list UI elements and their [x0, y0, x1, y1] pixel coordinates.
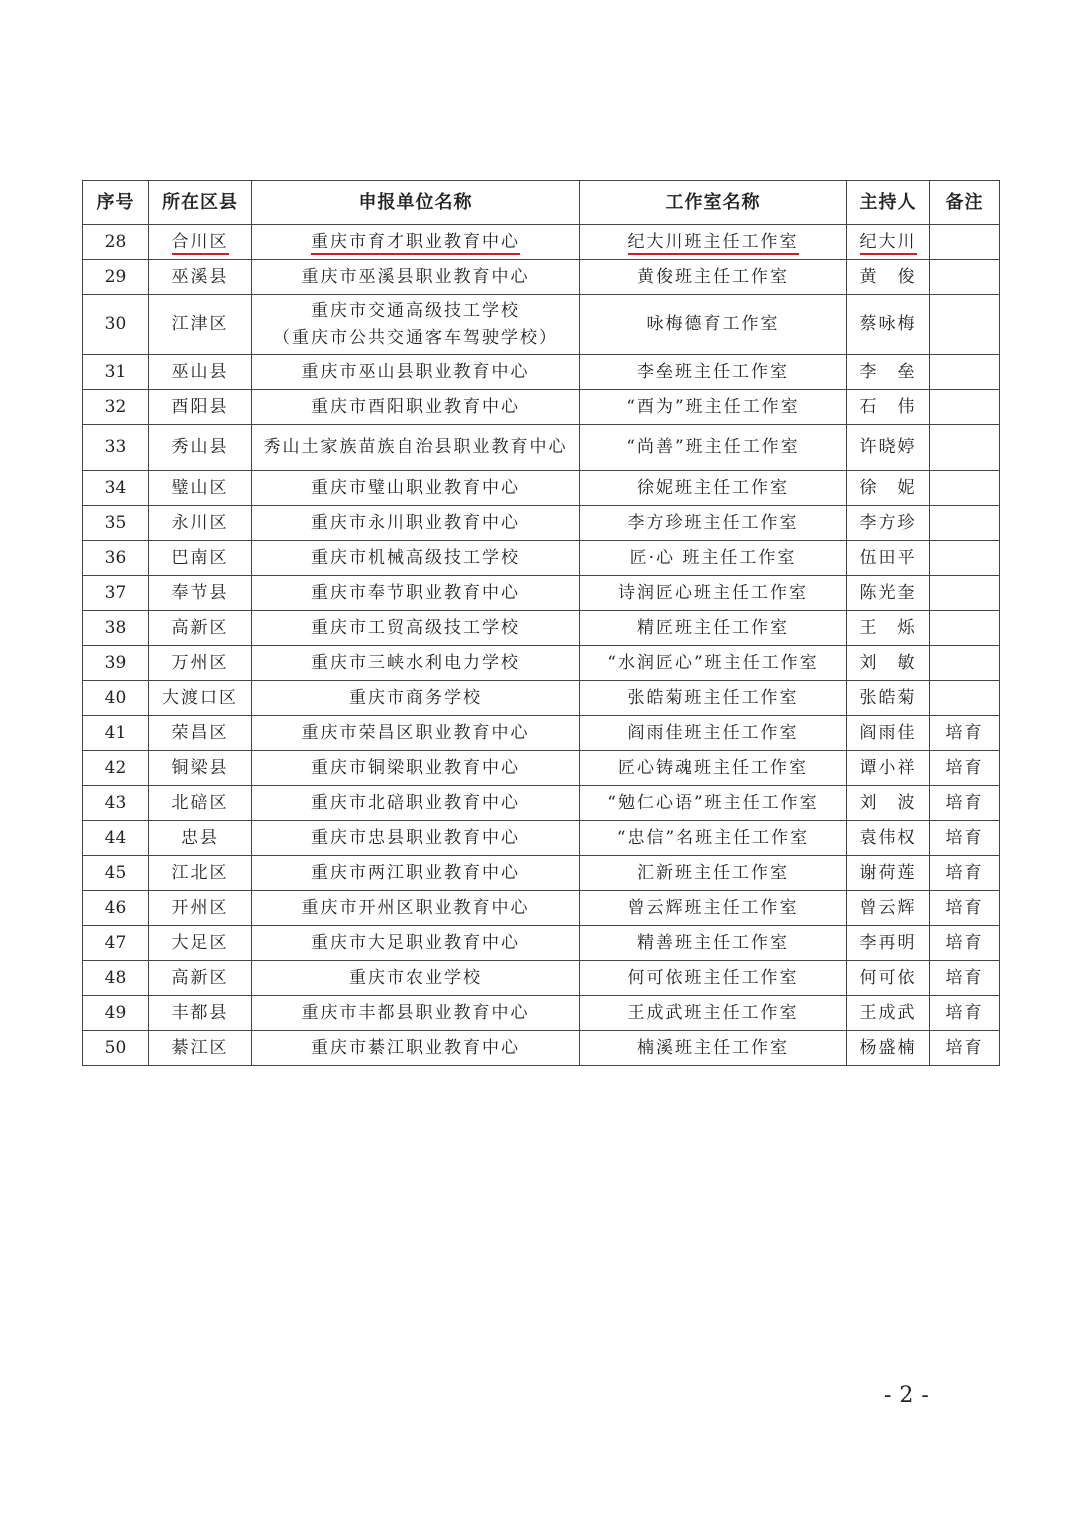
cell-unit-text: 重庆市璧山职业教育中心	[311, 477, 520, 498]
cell-unit	[252, 295, 580, 355]
cell-district	[149, 1031, 252, 1066]
cell-studio	[580, 576, 847, 611]
cell-studio	[580, 355, 847, 390]
cell-studio	[580, 786, 847, 821]
cell-district	[149, 681, 252, 716]
cell-studio-text: “忠信”名班主任工作室	[616, 827, 810, 848]
cell-unit	[252, 260, 580, 295]
cell-district	[149, 425, 252, 471]
cell-unit	[252, 576, 580, 611]
cell-studio	[580, 425, 847, 471]
cell-unit	[252, 471, 580, 506]
cell-host-text: 谢荷莲	[859, 862, 917, 883]
cell-unit	[252, 856, 580, 891]
cell-seq-text: 48	[104, 967, 127, 988]
cell-studio-text: 精善班主任工作室	[637, 932, 789, 953]
cell-host	[847, 821, 930, 856]
cell-studio-text: 纪大川班主任工作室	[628, 232, 799, 255]
cell-studio-text: “尚善”班主任工作室	[626, 437, 800, 457]
table-row	[83, 786, 1000, 821]
cell-unit	[252, 611, 580, 646]
cell-seq-text: 50	[104, 1037, 127, 1058]
cell-district	[149, 390, 252, 425]
table-row	[83, 681, 1000, 716]
cell-host	[847, 996, 930, 1031]
cell-seq	[83, 996, 149, 1031]
cell-district	[149, 295, 252, 355]
cell-studio-text: “勉仁心语”班主任工作室	[607, 792, 819, 813]
cell-note	[930, 260, 1000, 295]
cell-note	[930, 751, 1000, 786]
table-header-row	[83, 181, 1000, 225]
cell-district	[149, 961, 252, 996]
cell-unit-text: 重庆市交通高级技工学校	[311, 300, 520, 321]
header-host: 主持人	[847, 181, 930, 225]
cell-unit-text: 重庆市农业学校	[349, 967, 482, 988]
cell-unit-text: 重庆市酉阳职业教育中心	[311, 396, 520, 417]
cell-seq-text: 33	[104, 437, 127, 457]
cell-host	[847, 681, 930, 716]
cell-host-text: 谭小祥	[859, 757, 917, 778]
cell-unit-text: 重庆市綦江职业教育中心	[311, 1037, 520, 1058]
cell-district	[149, 541, 252, 576]
cell-unit	[252, 821, 580, 856]
cell-unit-text: 重庆市两江职业教育中心	[311, 862, 520, 883]
header-seq: 序号	[83, 181, 149, 225]
cell-host-text: 阎雨佳	[859, 722, 917, 743]
cell-unit-text: 重庆市三峡水利电力学校	[311, 652, 520, 673]
cell-district-text: 永川区	[171, 512, 229, 533]
cell-host-text: 李 垒	[859, 361, 917, 382]
cell-note-text: 培育	[945, 722, 984, 743]
cell-district-text: 高新区	[171, 967, 229, 988]
table-body	[83, 225, 1000, 1066]
cell-unit-text: 重庆市铜梁职业教育中心	[311, 757, 520, 778]
cell-host	[847, 355, 930, 390]
cell-district	[149, 506, 252, 541]
cell-district	[149, 355, 252, 390]
cell-note	[930, 786, 1000, 821]
cell-note	[930, 1031, 1000, 1066]
cell-host-text: 陈光奎	[859, 582, 917, 603]
cell-seq	[83, 961, 149, 996]
table-row	[83, 260, 1000, 295]
cell-host	[847, 961, 930, 996]
cell-unit-text: 重庆市巫山县职业教育中心	[301, 361, 530, 382]
cell-district-text: 万州区	[171, 652, 229, 673]
cell-note	[930, 646, 1000, 681]
cell-studio	[580, 471, 847, 506]
cell-note	[930, 961, 1000, 996]
table-row	[83, 856, 1000, 891]
cell-unit-text: 重庆市丰都县职业教育中心	[301, 1002, 530, 1023]
table-row	[83, 390, 1000, 425]
cell-host	[847, 646, 930, 681]
cell-seq-text: 47	[104, 932, 127, 953]
cell-seq-text: 31	[104, 361, 127, 382]
header-district: 所在区县	[149, 181, 252, 225]
cell-studio-text: 何可依班主任工作室	[627, 967, 799, 988]
table-row	[83, 751, 1000, 786]
cell-seq-text: 46	[104, 897, 127, 918]
cell-studio	[580, 716, 847, 751]
cell-district-text: 奉节县	[171, 582, 229, 603]
cell-unit-text: 重庆市开州区职业教育中心	[301, 897, 530, 918]
cell-unit-text: 重庆市忠县职业教育中心	[311, 827, 520, 848]
cell-unit-text: 重庆市北碚职业教育中心	[311, 792, 520, 813]
cell-studio-text: “水润匠心”班主任工作室	[607, 652, 819, 673]
cell-district	[149, 996, 252, 1031]
cell-seq	[83, 891, 149, 926]
cell-note-text: 培育	[945, 1037, 984, 1058]
cell-unit	[252, 425, 580, 471]
cell-unit-text: 重庆市机械高级技工学校	[311, 547, 520, 568]
cell-host	[847, 295, 930, 355]
cell-seq-text: 42	[104, 757, 127, 778]
cell-host	[847, 786, 930, 821]
cell-host-text: 李方珍	[859, 512, 917, 533]
cell-note	[930, 681, 1000, 716]
cell-note-text: 培育	[945, 932, 984, 953]
cell-district	[149, 576, 252, 611]
cell-note-text: 培育	[945, 827, 984, 848]
cell-studio	[580, 541, 847, 576]
table-row	[83, 225, 1000, 260]
cell-studio	[580, 961, 847, 996]
cell-studio	[580, 646, 847, 681]
cell-district	[149, 611, 252, 646]
cell-host	[847, 506, 930, 541]
header-studio: 工作室名称	[580, 181, 847, 225]
cell-unit-text: 重庆市商务学校	[349, 687, 482, 708]
cell-host	[847, 541, 930, 576]
cell-host-text: 刘 波	[859, 792, 917, 813]
cell-note-text: 培育	[945, 1002, 984, 1023]
cell-note	[930, 471, 1000, 506]
cell-seq	[83, 390, 149, 425]
cell-district-text: 大足区	[171, 932, 229, 953]
cell-seq	[83, 355, 149, 390]
cell-unit-text: 重庆市育才职业教育中心	[311, 232, 520, 255]
page-number: -2-	[884, 1383, 937, 1408]
table-row	[83, 355, 1000, 390]
cell-host	[847, 751, 930, 786]
cell-host	[847, 891, 930, 926]
cell-studio-text: 张皓菊班主任工作室	[627, 687, 799, 708]
cell-seq-text: 41	[104, 722, 127, 743]
cell-district-text: 秀山县	[171, 437, 229, 457]
cell-seq	[83, 926, 149, 961]
cell-district	[149, 751, 252, 786]
cell-unit-text: 重庆市荣昌区职业教育中心	[301, 722, 530, 743]
cell-note-text: 培育	[945, 792, 984, 813]
table-row	[83, 541, 1000, 576]
cell-district	[149, 716, 252, 751]
cell-seq	[83, 260, 149, 295]
table-row	[83, 926, 1000, 961]
cell-host-text: 徐 妮	[859, 477, 917, 498]
cell-host	[847, 926, 930, 961]
cell-note	[930, 856, 1000, 891]
cell-unit	[252, 891, 580, 926]
cell-studio	[580, 506, 847, 541]
cell-host	[847, 1031, 930, 1066]
cell-district-text: 铜梁县	[171, 757, 229, 778]
studio-list-table	[82, 180, 1000, 1066]
cell-district-text: 合川区	[172, 232, 229, 255]
cell-host-text: 李再明	[859, 932, 917, 953]
cell-note-text: 培育	[945, 757, 984, 778]
cell-unit	[252, 541, 580, 576]
cell-seq	[83, 576, 149, 611]
cell-studio-text: 李垒班主任工作室	[637, 361, 789, 382]
table-row	[83, 425, 1000, 471]
header-unit: 申报单位名称	[252, 181, 580, 225]
cell-note	[930, 891, 1000, 926]
table-row	[83, 961, 1000, 996]
cell-host-text: 石 伟	[859, 396, 917, 417]
cell-unit	[252, 681, 580, 716]
cell-unit	[252, 225, 580, 260]
cell-host-text: 蔡咏梅	[859, 314, 917, 334]
cell-studio-text: 楠溪班主任工作室	[637, 1037, 789, 1058]
cell-host	[847, 471, 930, 506]
cell-seq-text: 34	[104, 477, 127, 498]
cell-studio	[580, 681, 847, 716]
cell-seq-text: 29	[104, 266, 127, 287]
cell-host-text: 刘 敏	[859, 652, 917, 673]
cell-unit	[252, 751, 580, 786]
cell-seq	[83, 295, 149, 355]
cell-host-text: 许晓婷	[859, 437, 917, 457]
cell-seq	[83, 646, 149, 681]
cell-studio-text: 王成武班主任工作室	[627, 1002, 799, 1023]
cell-district-text: 荣昌区	[171, 722, 229, 743]
cell-host-text: 王成武	[859, 1002, 917, 1023]
cell-district-text: 开州区	[171, 897, 229, 918]
cell-seq	[83, 786, 149, 821]
table-row	[83, 1031, 1000, 1066]
cell-studio-text: 徐妮班主任工作室	[637, 477, 789, 498]
cell-seq-text: 36	[104, 547, 127, 568]
cell-note	[930, 506, 1000, 541]
table-row	[83, 576, 1000, 611]
cell-note	[930, 355, 1000, 390]
cell-studio	[580, 891, 847, 926]
cell-studio-text: 汇新班主任工作室	[637, 862, 789, 883]
cell-unit	[252, 506, 580, 541]
cell-host	[847, 716, 930, 751]
cell-seq	[83, 856, 149, 891]
cell-host-text: 伍田平	[859, 547, 917, 568]
header-note: 备注	[930, 181, 1000, 225]
cell-seq-text: 28	[104, 231, 127, 252]
cell-host	[847, 260, 930, 295]
cell-studio-text: “酉为”班主任工作室	[626, 396, 800, 417]
cell-district	[149, 786, 252, 821]
cell-host-text: 杨盛楠	[859, 1037, 917, 1058]
cell-studio	[580, 390, 847, 425]
cell-district-text: 江北区	[171, 862, 229, 883]
table-row	[83, 506, 1000, 541]
cell-note	[930, 390, 1000, 425]
cell-studio-text: 黄俊班主任工作室	[637, 266, 789, 287]
cell-studio	[580, 260, 847, 295]
cell-host-text: 王 烁	[859, 617, 917, 638]
cell-district	[149, 926, 252, 961]
cell-district	[149, 821, 252, 856]
cell-studio	[580, 821, 847, 856]
cell-seq-text: 45	[104, 862, 127, 883]
cell-unit	[252, 961, 580, 996]
table-row	[83, 471, 1000, 506]
cell-seq-text: 49	[104, 1002, 127, 1023]
cell-host-text: 黄 俊	[859, 266, 917, 287]
cell-seq	[83, 506, 149, 541]
cell-seq	[83, 541, 149, 576]
cell-unit	[252, 786, 580, 821]
cell-seq-text: 32	[104, 396, 127, 417]
cell-studio-text: 匠·心 班主任工作室	[629, 547, 797, 568]
cell-seq-text: 37	[104, 582, 127, 603]
cell-unit-text-line2: （重庆市公共交通客车驾驶学校）	[273, 327, 558, 348]
cell-district-text: 巫溪县	[171, 266, 229, 287]
cell-seq-text: 39	[104, 652, 127, 673]
cell-seq-text: 38	[104, 617, 127, 638]
cell-seq	[83, 425, 149, 471]
cell-host-text: 曾云辉	[859, 897, 917, 918]
cell-district-text: 大渡口区	[162, 687, 238, 708]
cell-district-text: 璧山区	[171, 477, 229, 498]
cell-seq	[83, 225, 149, 260]
cell-unit-text: 重庆市大足职业教育中心	[311, 932, 520, 953]
cell-district-text: 巴南区	[171, 547, 229, 568]
cell-note	[930, 295, 1000, 355]
cell-seq	[83, 821, 149, 856]
cell-studio-text: 曾云辉班主任工作室	[627, 897, 799, 918]
cell-studio	[580, 856, 847, 891]
cell-unit-text: 秀山土家族苗族自治县职业教育中心	[263, 437, 568, 457]
cell-seq-text: 43	[104, 792, 127, 813]
cell-district-text: 酉阳县	[171, 396, 229, 417]
cell-studio	[580, 611, 847, 646]
table-row	[83, 716, 1000, 751]
cell-note-text: 培育	[945, 897, 984, 918]
cell-note	[930, 225, 1000, 260]
cell-host-text: 袁伟权	[859, 827, 917, 848]
cell-district-text: 北碚区	[171, 792, 229, 813]
cell-unit-text: 重庆市奉节职业教育中心	[311, 582, 520, 603]
cell-host-text: 张皓菊	[859, 687, 917, 708]
cell-studio-text: 咏梅德育工作室	[646, 314, 780, 334]
cell-seq	[83, 611, 149, 646]
cell-host-text: 纪大川	[860, 232, 917, 255]
cell-seq-text: 35	[104, 512, 127, 533]
cell-seq	[83, 681, 149, 716]
cell-host	[847, 576, 930, 611]
cell-note-text: 培育	[945, 967, 984, 988]
cell-note	[930, 425, 1000, 471]
cell-district-text: 忠县	[181, 827, 219, 848]
cell-seq	[83, 471, 149, 506]
table-row	[83, 646, 1000, 681]
table-row	[83, 996, 1000, 1031]
cell-note	[930, 996, 1000, 1031]
cell-host	[847, 225, 930, 260]
cell-studio-text: 诗润匠心班主任工作室	[618, 582, 808, 603]
table-row	[83, 611, 1000, 646]
cell-unit	[252, 646, 580, 681]
cell-district	[149, 225, 252, 260]
cell-note	[930, 821, 1000, 856]
table-row	[83, 295, 1000, 355]
cell-studio-text: 精匠班主任工作室	[637, 617, 789, 638]
cell-district	[149, 646, 252, 681]
cell-district	[149, 260, 252, 295]
cell-unit-text: 重庆市巫溪县职业教育中心	[301, 266, 530, 287]
cell-studio	[580, 295, 847, 355]
cell-seq-text: 30	[104, 314, 127, 334]
cell-studio-text: 匠心铸魂班主任工作室	[618, 757, 808, 778]
cell-unit	[252, 926, 580, 961]
cell-note	[930, 716, 1000, 751]
cell-seq	[83, 716, 149, 751]
cell-note	[930, 611, 1000, 646]
cell-host	[847, 390, 930, 425]
cell-unit-text: 重庆市永川职业教育中心	[311, 512, 520, 533]
cell-studio-text: 阎雨佳班主任工作室	[627, 722, 799, 743]
cell-unit-text: 重庆市工贸高级技工学校	[311, 617, 520, 638]
cell-note	[930, 576, 1000, 611]
cell-seq-text: 44	[104, 827, 127, 848]
cell-unit	[252, 355, 580, 390]
cell-studio	[580, 225, 847, 260]
cell-seq	[83, 1031, 149, 1066]
cell-district	[149, 471, 252, 506]
cell-host-text: 何可依	[859, 967, 917, 988]
cell-seq-text: 40	[104, 687, 127, 708]
cell-studio	[580, 926, 847, 961]
cell-district-text: 巫山县	[171, 361, 229, 382]
cell-unit	[252, 996, 580, 1031]
cell-host	[847, 856, 930, 891]
cell-district-text: 綦江区	[171, 1037, 229, 1058]
cell-district-text: 丰都县	[171, 1002, 229, 1023]
cell-note	[930, 926, 1000, 961]
cell-district-text: 高新区	[171, 617, 229, 638]
cell-seq	[83, 751, 149, 786]
cell-studio	[580, 1031, 847, 1066]
cell-note-text: 培育	[945, 862, 984, 883]
cell-host	[847, 425, 930, 471]
cell-host	[847, 611, 930, 646]
cell-studio-text: 李方珍班主任工作室	[627, 512, 799, 533]
cell-unit	[252, 716, 580, 751]
cell-district	[149, 856, 252, 891]
cell-unit	[252, 390, 580, 425]
cell-note	[930, 541, 1000, 576]
cell-district-text: 江津区	[171, 314, 229, 334]
table-row	[83, 821, 1000, 856]
table-row	[83, 891, 1000, 926]
cell-studio	[580, 996, 847, 1031]
cell-unit	[252, 1031, 580, 1066]
cell-district	[149, 891, 252, 926]
cell-studio	[580, 751, 847, 786]
